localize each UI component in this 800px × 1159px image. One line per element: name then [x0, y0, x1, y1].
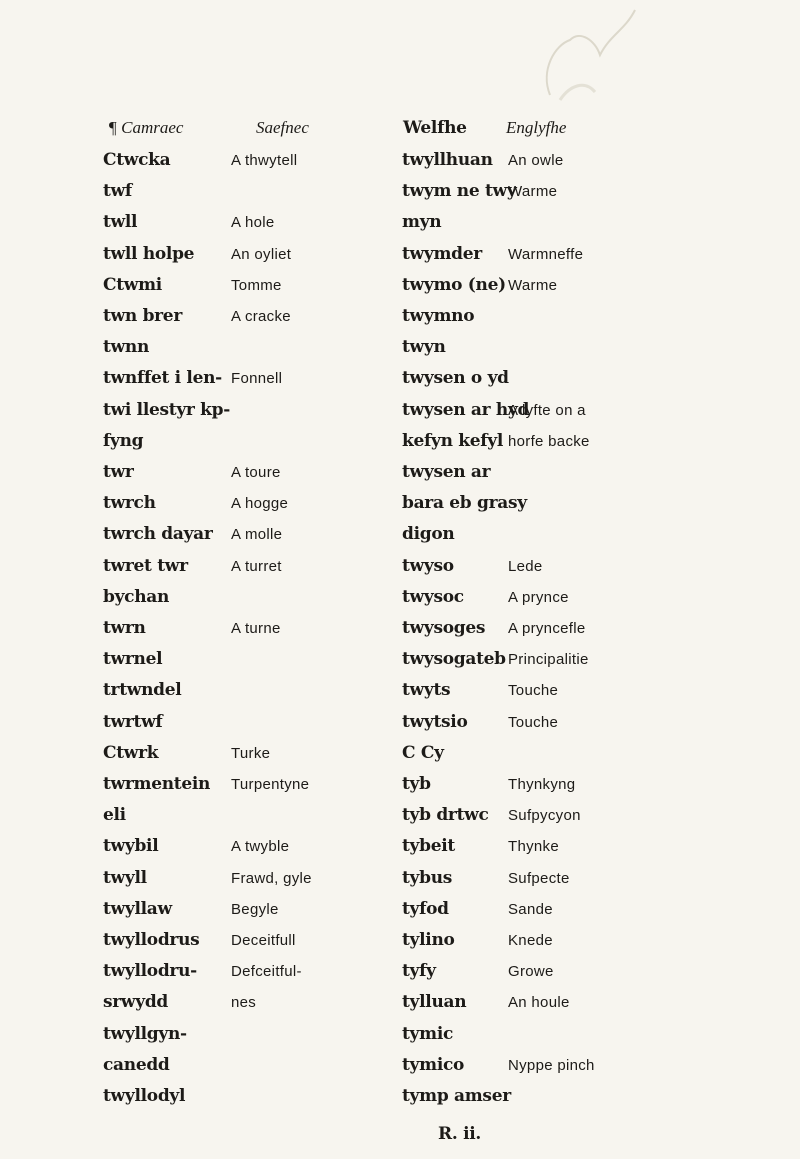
- right-english-gloss: Knede: [508, 932, 553, 949]
- left-welsh-word: eli: [103, 805, 126, 825]
- left-welsh-word: bychan: [103, 587, 170, 607]
- right-english-gloss: Sufpecte: [508, 870, 570, 887]
- right-english-gloss: Lede: [508, 558, 543, 575]
- left-welsh-word: twybil: [103, 836, 159, 856]
- left-welsh-word: twi llestyr kp-: [103, 400, 230, 420]
- right-welsh-word: twysogateb: [402, 649, 506, 669]
- right-welsh-word: twytsio: [402, 712, 468, 732]
- left-welsh-word: twrn: [103, 618, 146, 638]
- right-welsh-word: twymder: [402, 244, 482, 264]
- right-welsh-word: twysoges: [402, 618, 486, 638]
- right-english-gloss: An houle: [508, 994, 570, 1011]
- left-welsh-word: twrch dayar: [103, 524, 213, 544]
- right-welsh-word: tymic: [402, 1024, 454, 1044]
- right-welsh-word: myn: [402, 212, 442, 232]
- right-english-gloss: Warme: [508, 183, 558, 200]
- left-welsh-word: twrnel: [103, 649, 163, 669]
- right-welsh-word: tybeit: [402, 836, 455, 856]
- left-english-gloss: Turpentyne: [231, 776, 310, 793]
- left-english-gloss: A thwytell: [231, 152, 298, 169]
- right-welsh-word: twysen ar hyd: [402, 400, 530, 420]
- left-english-gloss: An oyliet: [231, 246, 292, 263]
- left-english-gloss: Deceitfull: [231, 932, 296, 949]
- header-englyfhe: Englyfhe: [506, 118, 567, 137]
- right-welsh-word: C Cy: [402, 743, 444, 763]
- right-welsh-word: twymno: [402, 306, 475, 326]
- left-english-gloss: Frawd, gyle: [231, 870, 312, 887]
- left-welsh-word: twll holpe: [103, 244, 195, 264]
- right-english-gloss: Warme: [508, 277, 558, 294]
- right-welsh-word: tylino: [402, 930, 455, 950]
- right-english-gloss: Nyppe pinch: [508, 1057, 595, 1074]
- left-welsh-word: twnffet i len-: [103, 368, 222, 388]
- left-welsh-word: twyllodru-: [103, 961, 197, 981]
- left-english-gloss: nes: [231, 994, 257, 1011]
- left-welsh-word: Ctwrk: [103, 743, 159, 763]
- left-english-gloss: Turke: [231, 745, 271, 762]
- left-welsh-word: srwydd: [103, 992, 169, 1012]
- left-welsh-word: twyllodrus: [103, 930, 200, 950]
- right-welsh-word: bara eb grasy: [402, 493, 527, 513]
- signature-mark: R. ii.: [438, 1124, 481, 1144]
- left-welsh-word: Ctwmi: [103, 275, 162, 295]
- right-english-gloss: Touche: [508, 682, 559, 699]
- header-camraec: ¶ Camraec: [108, 118, 184, 137]
- right-english-gloss: Warmneffe: [508, 246, 584, 263]
- right-welsh-word: twyn: [402, 337, 446, 357]
- right-welsh-word: twym ne twy: [402, 181, 517, 201]
- left-welsh-word: twr: [103, 462, 134, 482]
- left-welsh-word: canedd: [103, 1055, 170, 1075]
- left-english-gloss: A toure: [231, 464, 281, 481]
- right-english-gloss: Sufpycyon: [508, 807, 581, 824]
- left-english-gloss: A turret: [231, 558, 282, 575]
- right-welsh-word: tyb drtwc: [402, 805, 489, 825]
- left-english-gloss: A hogge: [231, 495, 289, 512]
- left-welsh-word: trtwndel: [103, 680, 182, 700]
- right-welsh-word: twysen ar: [402, 462, 491, 482]
- right-english-gloss: Thynke: [508, 838, 559, 855]
- right-welsh-word: tyb: [402, 774, 431, 794]
- left-english-gloss: Fonnell: [231, 370, 283, 387]
- left-welsh-word: twnn: [103, 337, 150, 357]
- left-english-gloss: Begyle: [231, 901, 279, 918]
- page-stain: [500, 0, 660, 110]
- left-welsh-word: twf: [103, 181, 132, 201]
- right-welsh-word: digon: [402, 524, 455, 544]
- right-welsh-word: kefyn kefyl: [402, 431, 504, 451]
- left-english-gloss: A cracke: [231, 308, 291, 325]
- left-welsh-word: twyllgyn-: [103, 1024, 187, 1044]
- left-welsh-word: twyll: [103, 868, 147, 888]
- right-welsh-word: twyllhuan: [402, 150, 493, 170]
- left-welsh-word: Ctwcka: [103, 150, 171, 170]
- left-welsh-word: twyllodyl: [103, 1086, 186, 1106]
- left-welsh-word: twrmentein: [103, 774, 211, 794]
- right-english-gloss: Touche: [508, 714, 559, 731]
- right-welsh-word: tymico: [402, 1055, 465, 1075]
- right-welsh-word: tymp amser: [402, 1086, 511, 1106]
- left-welsh-word: twn brer: [103, 306, 182, 326]
- left-english-gloss: A hole: [231, 214, 275, 231]
- right-welsh-word: tyfod: [402, 899, 449, 919]
- right-english-gloss: Growe: [508, 963, 554, 980]
- right-english-gloss: A prynce: [508, 589, 569, 606]
- right-welsh-word: tybus: [402, 868, 453, 888]
- left-welsh-word: fyng: [103, 431, 144, 451]
- right-english-gloss: horfe backe: [508, 433, 590, 450]
- right-english-gloss: A pryncefle: [508, 620, 586, 637]
- header-saefnec: Saefnec: [256, 118, 309, 137]
- right-welsh-word: twysen o yd: [402, 368, 509, 388]
- left-english-gloss: Defceitful-: [231, 963, 302, 980]
- right-welsh-word: twyso: [402, 556, 454, 576]
- left-welsh-word: twrtwf: [103, 712, 163, 732]
- left-welsh-word: twret twr: [103, 556, 188, 576]
- left-english-gloss: A turne: [231, 620, 281, 637]
- right-english-gloss: A lyfte on a: [508, 402, 586, 419]
- right-english-gloss: An owle: [508, 152, 564, 169]
- left-english-gloss: Tomme: [231, 277, 282, 294]
- right-welsh-word: twyts: [402, 680, 451, 700]
- left-welsh-word: twyllaw: [103, 899, 172, 919]
- left-welsh-word: twrch: [103, 493, 156, 513]
- right-welsh-word: tyfy: [402, 961, 436, 981]
- right-welsh-word: twymo (ne): [402, 275, 506, 295]
- right-english-gloss: Thynkyng: [508, 776, 576, 793]
- right-english-gloss: Principalitie: [508, 651, 589, 668]
- right-welsh-word: tylluan: [402, 992, 467, 1012]
- left-welsh-word: twll: [103, 212, 138, 232]
- left-english-gloss: A molle: [231, 526, 283, 543]
- right-english-gloss: Sande: [508, 901, 553, 918]
- header-welfhe: Welfhe: [403, 118, 467, 138]
- right-welsh-word: twysoc: [402, 587, 464, 607]
- left-english-gloss: A twyble: [231, 838, 290, 855]
